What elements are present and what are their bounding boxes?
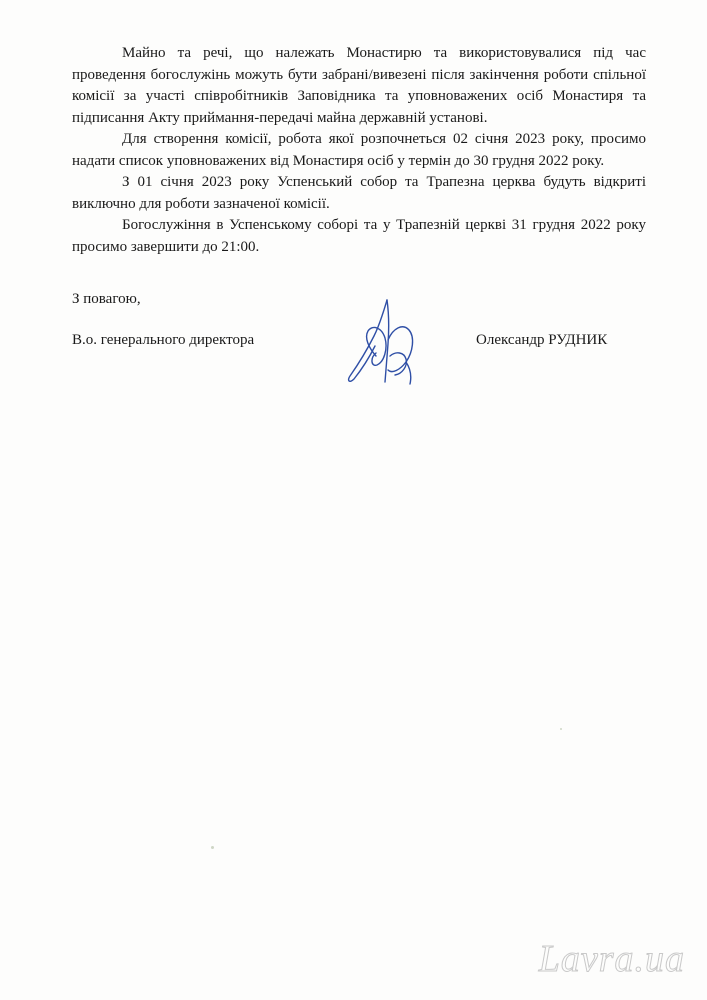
paragraph-service-end-time: Богослужіння в Успенському соборі та у Трапезній церкві 31 грудня 2022 року просимо завершити до 21:00. xyxy=(72,217,646,255)
closing-salutation: З повагою, xyxy=(72,291,141,307)
scan-speck xyxy=(211,846,214,849)
paragraph-commission-list: Для створення комісії, робота якої розпочнеться 02 січня 2023 року, просимо надати список уповноважених від Монастиря осіб у термін до 30 грудня 2022 року. xyxy=(72,131,646,169)
paragraph-access-restriction: З 01 січня 2023 року Успенський собор та Трапезна церква будуть відкриті виключно для роботи зазначеної комісії. xyxy=(72,174,646,212)
signer-title: В.о. генерального директора xyxy=(72,332,255,348)
signer-name: Олександр РУДНИК xyxy=(476,332,608,348)
paragraph-property-removal: Майно та речі, що належать Монастирю та використовувалися під час проведення богослужінь можуть бути забрані/вивезені після закінчення роботи спільної комісії за участі співробітників Заповідника та уповноважених осіб Монастиря та підписання Акту приймання-передачі майна державній установі. xyxy=(72,45,646,126)
letter-body xyxy=(72,43,646,258)
watermark-logo: Lavra.ua xyxy=(538,938,685,980)
scan-speck xyxy=(560,728,562,730)
handwritten-signature xyxy=(340,296,430,390)
